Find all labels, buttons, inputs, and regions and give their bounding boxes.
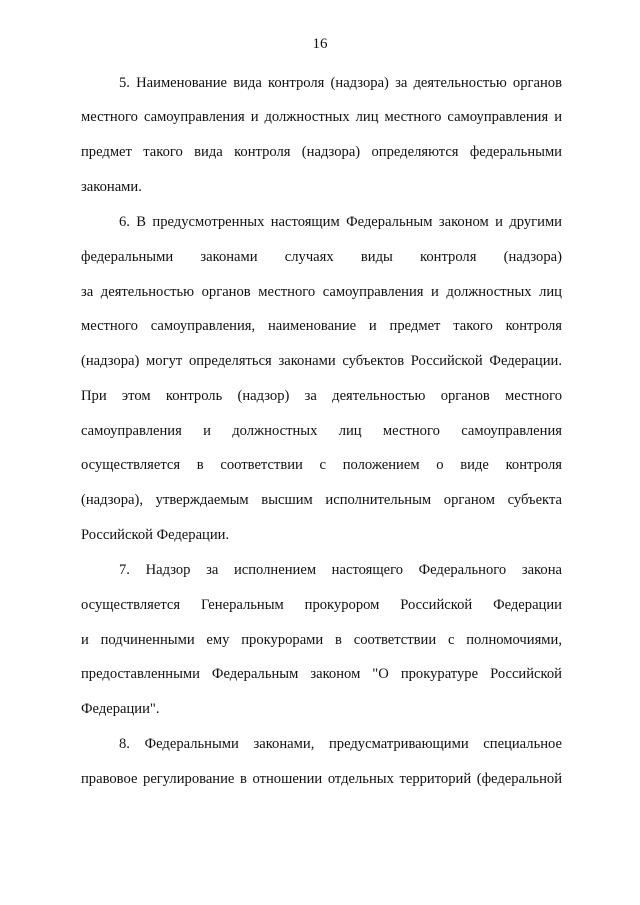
text-line: (надзора) могут определяться законами субъектов Российской Федерации.: [81, 353, 562, 369]
text-line: предоставленными Федеральным законом "О прокуратуре Российской: [81, 666, 562, 682]
text-line: федеральными законами случаях виды контроля (надзора): [81, 249, 562, 265]
text-line: 6. В предусмотренных настоящим Федеральным законом и другими: [119, 214, 562, 230]
text-line: осуществляется в соответствии с положением о виде контроля: [81, 457, 562, 473]
text-line: местного самоуправления, наименование и предмет такого контроля: [81, 318, 562, 334]
text-line: и подчиненными ему прокурорами в соответствии с полномочиями,: [81, 632, 562, 648]
text-line: предмет такого вида контроля (надзора) определяются федеральными: [81, 144, 562, 160]
text-line: 5. Наименование вида контроля (надзора) за деятельностью органов: [119, 75, 562, 91]
text-line: осуществляется Генеральным прокурором Российской Федерации: [81, 597, 562, 613]
text-line: (надзора), утверждаемым высшим исполнительным органом субъекта: [81, 492, 562, 508]
text-line: самоуправления и должностных лиц местного самоуправления: [81, 423, 562, 439]
text-line: Российской Федерации.: [81, 527, 230, 543]
text-line: 7. Надзор за исполнением настоящего Федерального закона: [119, 562, 562, 578]
text-line: Федерации".: [81, 701, 160, 717]
text-line: правовое регулирование в отношении отдельных территорий (федеральной: [81, 771, 562, 787]
text-line: местного самоуправления и должностных лиц местного самоуправления и: [81, 109, 562, 125]
page-number: 16: [312, 36, 328, 52]
text-line: законами.: [81, 179, 142, 195]
text-line: 8. Федеральными законами, предусматривающими специальное: [119, 736, 562, 752]
text-line: за деятельностью органов местного самоуправления и должностных лиц: [81, 284, 562, 300]
text-line: При этом контроль (надзор) за деятельностью органов местного: [81, 388, 562, 404]
